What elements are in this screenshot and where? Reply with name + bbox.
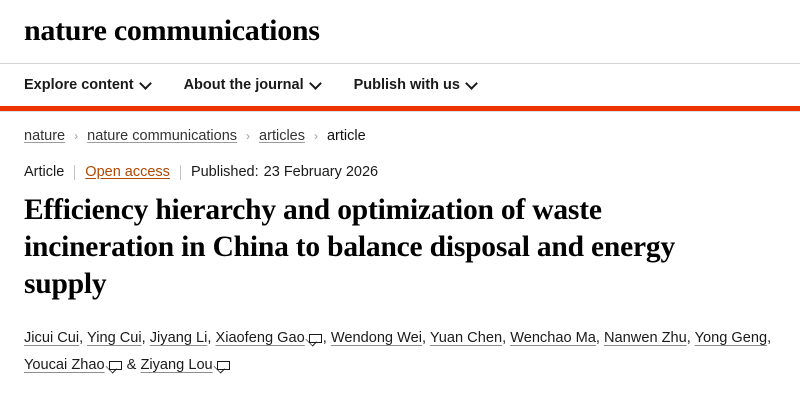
author-link[interactable]: Wendong Wei [330, 330, 422, 347]
published-date: 23 February 2026 [263, 164, 379, 180]
author-separator: , [207, 330, 216, 347]
meta-divider [74, 165, 75, 180]
author-separator: , [421, 330, 430, 347]
breadcrumb [0, 112, 800, 144]
nav-item-explore-content[interactable] [24, 77, 150, 93]
author-separator: , [767, 330, 772, 347]
author-link[interactable]: Jicui Cui [24, 330, 80, 347]
main-nav [0, 63, 800, 106]
author-separator: , [322, 330, 331, 347]
author-separator: , [79, 330, 88, 347]
meta-divider [180, 165, 181, 180]
author-link[interactable]: Youcai Zhao [24, 357, 105, 374]
author-list [0, 303, 800, 379]
author-link[interactable]: Wenchao Ma [510, 330, 596, 347]
open-access-link[interactable]: Open access [85, 164, 170, 180]
breadcrumb-separator: › [246, 129, 251, 143]
author-link[interactable]: Ziyang Lou [140, 357, 213, 374]
author-separator: , [141, 330, 150, 347]
journal-title[interactable]: nature communications [24, 14, 320, 47]
nav-item-label: Publish with us [353, 77, 460, 93]
published-label: Published: [190, 164, 259, 180]
author-separator: , [595, 330, 605, 347]
breadcrumb-item-article: article [326, 128, 366, 144]
breadcrumb-item-nature-communications[interactable]: nature communications [87, 128, 238, 144]
envelope-icon[interactable] [309, 334, 322, 343]
chevron-down-icon [141, 79, 150, 88]
author-link[interactable]: Ying Cui [87, 330, 142, 347]
envelope-icon[interactable] [217, 361, 230, 370]
author-link[interactable]: Yong Geng [694, 330, 768, 347]
breadcrumb-item-articles[interactable]: articles [259, 128, 305, 144]
chevron-down-icon [467, 79, 476, 88]
author-link[interactable]: Yuan Chen [429, 330, 503, 347]
envelope-icon[interactable] [109, 361, 122, 370]
author-ampersand: & [126, 357, 137, 374]
article-meta [0, 144, 800, 180]
breadcrumb-separator: › [74, 129, 79, 143]
author-separator: , [502, 330, 511, 347]
masthead [0, 0, 800, 53]
author-link[interactable]: Jiyang Li [149, 330, 208, 347]
breadcrumb-item-nature[interactable]: nature [24, 128, 66, 144]
breadcrumb-separator: › [313, 129, 318, 143]
author-link[interactable]: Xiaofeng Gao [215, 330, 305, 347]
nav-item-label: Explore content [24, 77, 134, 93]
author-link[interactable]: Nanwen Zhu [604, 330, 687, 347]
article-type-label: Article [24, 164, 65, 180]
nav-item-publish-with-us[interactable] [354, 77, 476, 93]
page-title: Efficiency hierarchy and optimization of waste incineration in China to balance disposal and energy supply [24, 194, 675, 301]
nav-item-label: About the journal [183, 77, 304, 93]
author-separator: , [686, 330, 695, 347]
chevron-down-icon [311, 79, 320, 88]
nav-item-about-the-journal[interactable] [184, 77, 320, 93]
